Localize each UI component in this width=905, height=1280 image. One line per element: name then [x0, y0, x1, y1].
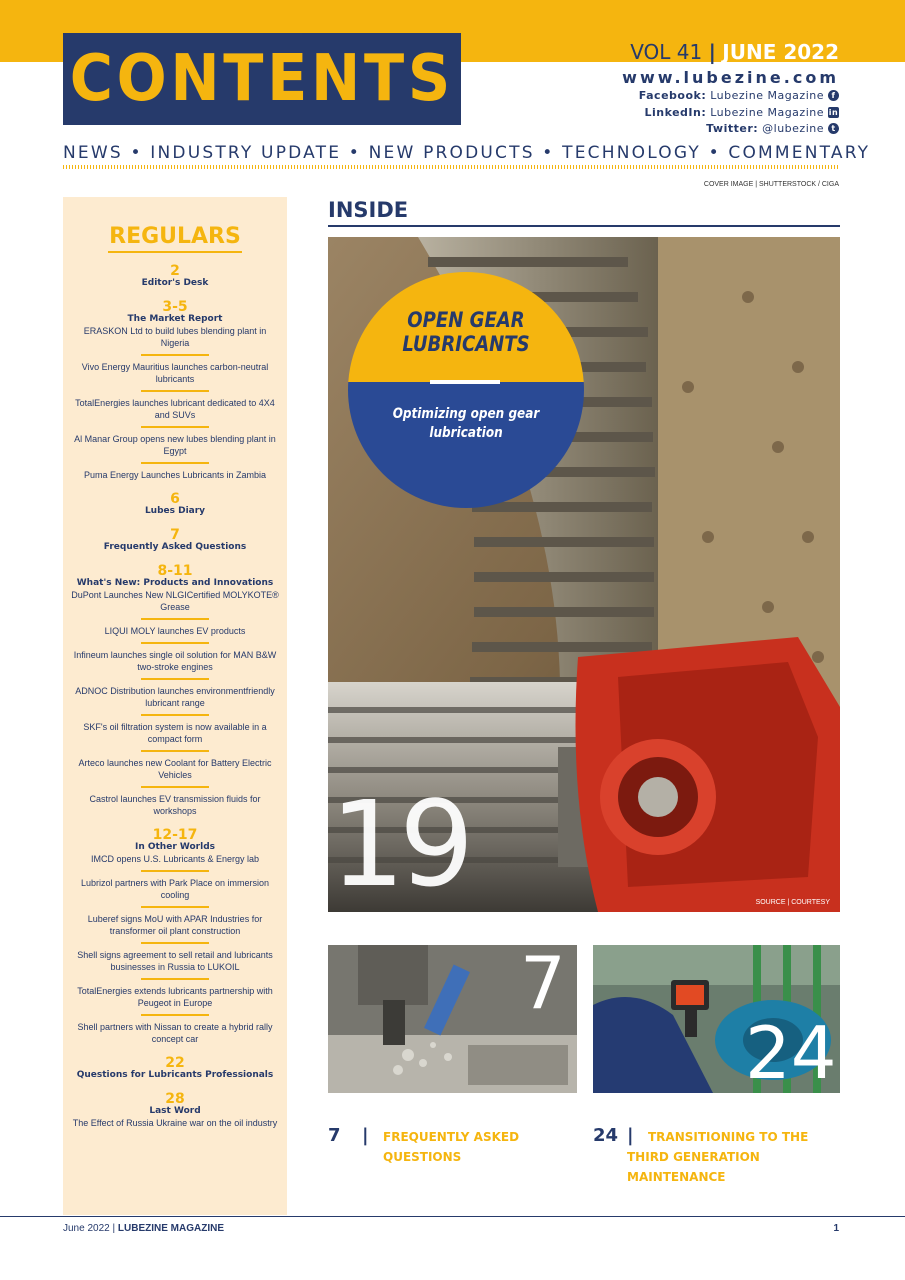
badge-bottom — [348, 382, 584, 508]
feature-maintenance-title: TRANSITIONING TO THE THIRD GENERATION MAINTENANCE — [627, 1130, 809, 1184]
toc-item[interactable]: TotalEnergies launches lubricant dedicated to 4X4 and SUVs — [75, 398, 275, 420]
regulars-sidebar — [63, 197, 287, 1215]
hero-credit: SOURCE | COURTESY — [755, 899, 830, 906]
regulars-heading: REGULARS — [63, 224, 287, 249]
toc-divider — [141, 978, 209, 980]
toc-section-title[interactable]: Lubes Diary — [144, 506, 206, 516]
footer-separator: | — [112, 1223, 116, 1234]
toc-item[interactable]: Vivo Energy Mauritius launches carbon-neutral lubricants — [81, 362, 269, 384]
twitter-link[interactable] — [706, 122, 839, 135]
toc-divider — [141, 426, 209, 428]
feature-maintenance-number: 24 — [593, 1125, 619, 1146]
toc-divider — [141, 354, 209, 356]
linkedin-icon: in — [828, 108, 839, 117]
facebook-link[interactable] — [639, 89, 839, 102]
feature-faq-number: 7 — [328, 1125, 341, 1146]
toc-gap — [63, 481, 287, 489]
toc-page-number: 28 — [165, 1091, 185, 1107]
feature-maintenance-separator: | — [627, 1125, 634, 1146]
toc-item[interactable]: ERASKON Ltd to build lubes blending plant in Nigeria — [83, 326, 267, 348]
toc-divider — [141, 678, 209, 680]
toc-section-title[interactable]: Last Word — [149, 1106, 201, 1116]
issue-date: JUNE 2022 — [722, 40, 839, 64]
toc-list — [63, 261, 287, 1129]
volume-label: VOL 41 — [630, 40, 703, 64]
maintenance-thumbnail[interactable] — [593, 945, 840, 1093]
toc-page-number: 6 — [170, 491, 180, 507]
toc-page-number: 8-11 — [157, 563, 193, 579]
toc-gap — [63, 517, 287, 525]
toc-item[interactable]: The Effect of Russia Ukraine war on the oil industry — [72, 1118, 278, 1128]
toc-divider — [141, 750, 209, 752]
toc-divider — [141, 942, 209, 944]
toc-divider — [141, 642, 209, 644]
toc-item[interactable]: ADNOC Distribution launches environmentfriendly lubricant range — [75, 686, 275, 708]
faq-page-number: 7 — [520, 945, 566, 1025]
cover-story-subtitle: Optimizing open gear lubrication — [392, 406, 540, 441]
toc-page-number: 22 — [165, 1055, 185, 1071]
website-link[interactable]: www.lubezine.com — [622, 68, 839, 87]
twitter-icon: t — [828, 123, 839, 134]
cover-story-page-number: 19 — [330, 775, 469, 912]
toc-page-number: 2 — [170, 263, 180, 279]
feature-faq-title: FREQUENTLY ASKED QUESTIONS — [383, 1130, 520, 1164]
toc-gap — [63, 1081, 287, 1089]
faq-thumbnail[interactable] — [328, 945, 577, 1093]
footer-magazine: LUBEZINE MAGAZINE — [117, 1223, 224, 1234]
toc-section-title[interactable]: What's New: Products and Innovations — [76, 578, 274, 588]
toc-item[interactable]: Castrol launches EV transmission fluids for workshops — [89, 794, 261, 816]
toc-section-title[interactable]: In Other Worlds — [134, 842, 216, 852]
feature-faq[interactable] — [328, 1125, 520, 1164]
maintenance-page-number: 24 — [745, 1011, 837, 1093]
toc-item[interactable]: Lubrizol partners with Park Place on immersion cooling — [80, 878, 270, 900]
toc-divider — [141, 870, 209, 872]
toc-section-title[interactable]: The Market Report — [127, 314, 223, 324]
facebook-label: Facebook: — [638, 89, 707, 102]
feature-faq-separator: | — [362, 1125, 369, 1146]
issue-info — [630, 40, 839, 64]
toc-item[interactable]: Arteco launches new Coolant for Battery Electric Vehicles — [78, 758, 272, 780]
page-title: CONTENTS — [69, 42, 455, 116]
twitter-value: @lubezine — [762, 122, 824, 135]
toc-item[interactable]: Shell partners with Nissan to create a hybrid rally concept car — [77, 1022, 273, 1044]
toc-section-title[interactable]: Questions for Lubricants Professionals — [76, 1070, 274, 1080]
toc-item[interactable]: Shell signs agreement to sell retail and lubricants businesses in Russia to LUKOIL — [77, 950, 273, 972]
issue-separator: | — [708, 40, 716, 64]
linkedin-value: Lubezine Magazine — [710, 106, 824, 119]
linkedin-link[interactable] — [644, 106, 839, 119]
toc-page-number: 3-5 — [162, 299, 188, 315]
feature-maintenance[interactable] — [593, 1125, 809, 1184]
toc-item[interactable]: LIQUI MOLY launches EV products — [104, 626, 246, 636]
contents-banner — [63, 33, 461, 125]
toc-divider — [141, 462, 209, 464]
section-strip: NEWS • INDUSTRY UPDATE • NEW PRODUCTS • TECHNOLOGY • COMMENTARY — [63, 143, 871, 163]
toc-item[interactable]: SKF's oil filtration system is now available in a compact form — [83, 722, 267, 744]
cover-story-title: OPEN GEAR LUBRICANTS — [402, 308, 530, 356]
toc-item[interactable]: DuPont Launches New NLGICertified MOLYKOTE® Grease — [71, 590, 279, 612]
toc-divider — [141, 906, 209, 908]
toc-gap — [63, 817, 287, 825]
linkedin-label: LinkedIn: — [644, 106, 707, 119]
inside-rule — [328, 225, 840, 227]
toc-item[interactable]: Luberef signs MoU with APAR Industries for transformer oil plant construction — [87, 914, 263, 936]
badge-divider — [430, 380, 500, 384]
toc-item[interactable]: IMCD opens U.S. Lubricants & Energy lab — [90, 854, 260, 864]
cover-story-badge — [348, 272, 584, 508]
toc-gap — [63, 553, 287, 561]
toc-page-number: 7 — [170, 527, 180, 543]
toc-item[interactable]: Puma Energy Launches Lubricants in Zambia — [83, 470, 267, 480]
facebook-value: Lubezine Magazine — [710, 89, 824, 102]
toc-item[interactable]: TotalEnergies extends lubricants partnership with Peugeot in Europe — [77, 986, 273, 1008]
toc-page-number: 12-17 — [152, 827, 198, 843]
toc-divider — [141, 390, 209, 392]
toc-gap — [63, 1045, 287, 1053]
toc-divider — [141, 786, 209, 788]
page-number: 1 — [833, 1223, 839, 1234]
toc-divider — [141, 1014, 209, 1016]
footer-rule — [0, 1216, 905, 1217]
footer-info — [63, 1223, 224, 1234]
footer-date: June 2022 — [63, 1223, 110, 1234]
twitter-label: Twitter: — [706, 122, 759, 135]
inside-heading: INSIDE — [328, 198, 409, 222]
cover-credit: COVER IMAGE | SHUTTERSTOCK / CIGA — [703, 181, 839, 188]
facebook-icon: f — [828, 90, 839, 101]
toc-item[interactable]: Al Manar Group opens new lubes blending plant in Egypt — [74, 434, 276, 456]
dotted-rule — [63, 165, 840, 169]
toc-item[interactable]: Infineum launches single oil solution for MAN B&W two-stroke engines — [73, 650, 277, 672]
toc-divider — [141, 618, 209, 620]
toc-divider — [141, 714, 209, 716]
toc-section-title[interactable]: Editor's Desk — [141, 278, 209, 288]
toc-gap — [63, 289, 287, 297]
cover-story-image[interactable] — [328, 237, 840, 912]
toc-section-title[interactable]: Frequently Asked Questions — [103, 542, 247, 552]
